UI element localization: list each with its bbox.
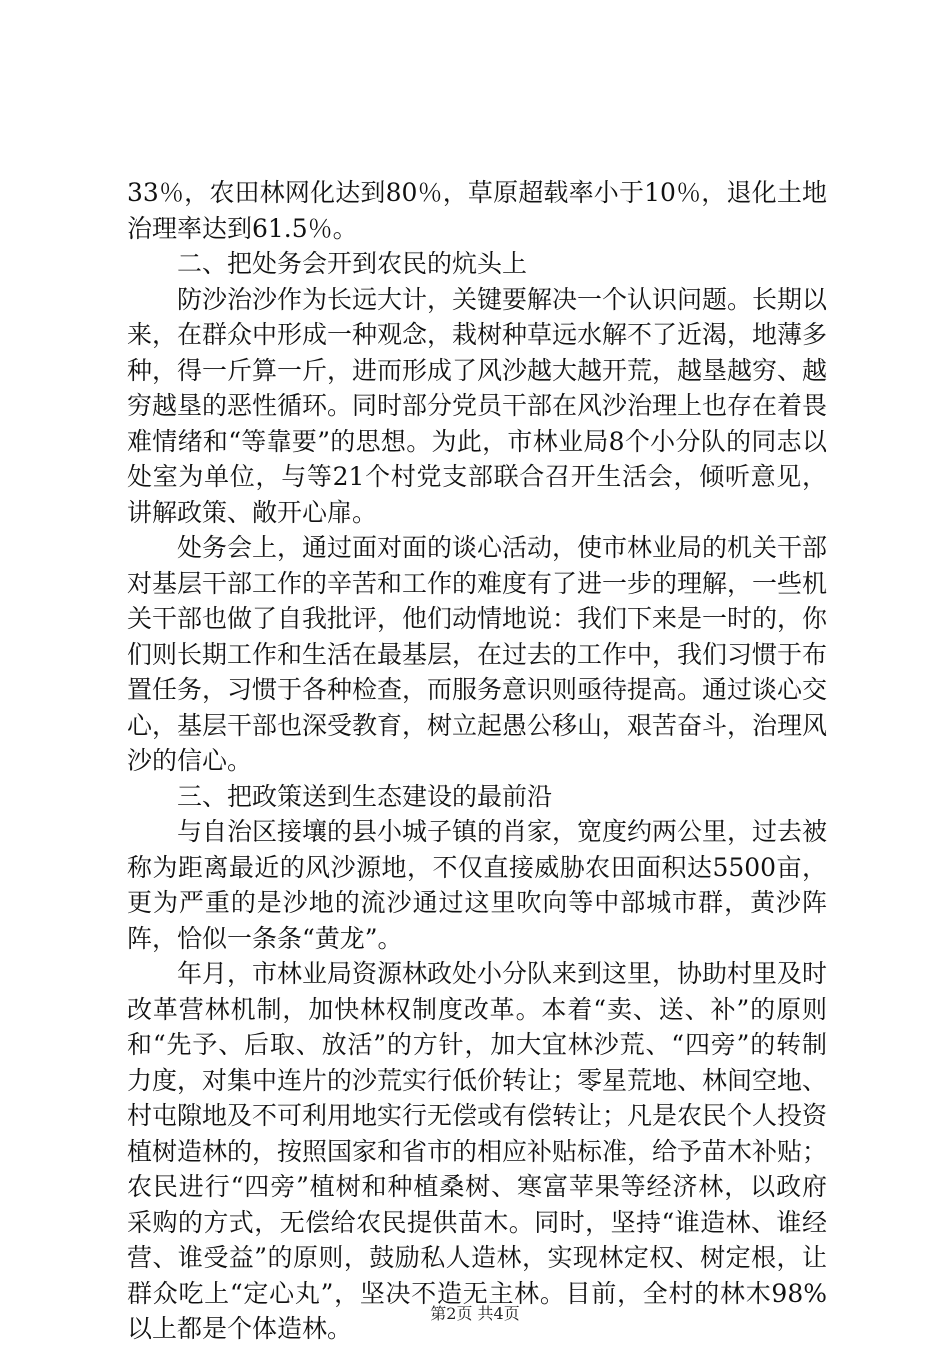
page-number-label: 第2页 共4页 bbox=[430, 1304, 520, 1323]
paragraph: 年月，市林业局资源林政处小分队来到这里，协助村里及时改革营林机制，加快林权制度改革。本着“卖、送、补”的原则和“先予、后取、放活”的方针，加大宜林沙荒、“四旁”的转制力度，对集中连片的沙荒实行低价转让；零星荒地、林间空地、村屯隙地及不可利用地实行无偿或有偿转让；凡是农民个人投资植树造林的，按照国家和省市的相应补贴标准，给予苗木补贴；农民进行“四旁”植树和种植桑树、寒富苹果等经济林，以政府采购的方式，无偿给农民提供苗木。同时，坚持“谁造林、谁经营、谁受益”的原则，鼓励私人造林，实现林定权、树定根，让群众吃上“定心丸”，坚决不造无主林。目前，全村的林木98%以上都是个体造林。 bbox=[127, 959, 828, 1343]
section-heading-2: 二、把处务会开到农民的炕头上 bbox=[177, 249, 528, 278]
paragraph: 与自治区接壤的县小城子镇的肖家，宽度约两公里，过去被称为距离最近的风沙源地，不仅直接威胁农田面积达5500亩，更为严重的是沙地的流沙通过这里吹向等中部城市群，黄沙阵阵，恰似一条条“黄龙”。 bbox=[127, 817, 828, 953]
paragraph: 防沙治沙作为长远大计，关键要解决一个认识问题。长期以来，在群众中形成一种观念，栽树种草远水解不了近渴，地薄多种，得一斤算一斤，进而形成了风沙越大越开荒，越垦越穷、越穷越垦的恶性循环。同时部分党员干部在风沙治理上也存在着畏难情绪和“等靠要”的思想。为此，市林业局8个小分队的同志以处室为单位，与等21个村党支部联合召开生活会，倾听意见，讲解政策、敞开心扉。 bbox=[127, 284, 828, 527]
document-body bbox=[127, 175, 827, 1347]
section-heading-3: 三、把政策送到生态建设的最前沿 bbox=[177, 781, 553, 811]
paragraph: 处务会上，通过面对面的谈心活动，使市林业局的机关干部对基层干部工作的辛苦和工作的难度有了进一步的理解，一些机关干部也做了自我批评，他们动情地说：我们下来是一时的，你们则长期工作和生活在最基层，在过去的工作中，我们习惯于布置任务，习惯于各种检查，而服务意识则亟待提高。通过谈心交心，基层干部也深受教育，树立起愚公移山，艰苦奋斗，治理风沙的信心。 bbox=[127, 533, 828, 775]
page-footer bbox=[0, 1304, 950, 1324]
paragraph-continued: 33％，农田林网化达到80％，草原超载率小于10％，退化土地治理率达到61.5％。 bbox=[127, 178, 827, 243]
